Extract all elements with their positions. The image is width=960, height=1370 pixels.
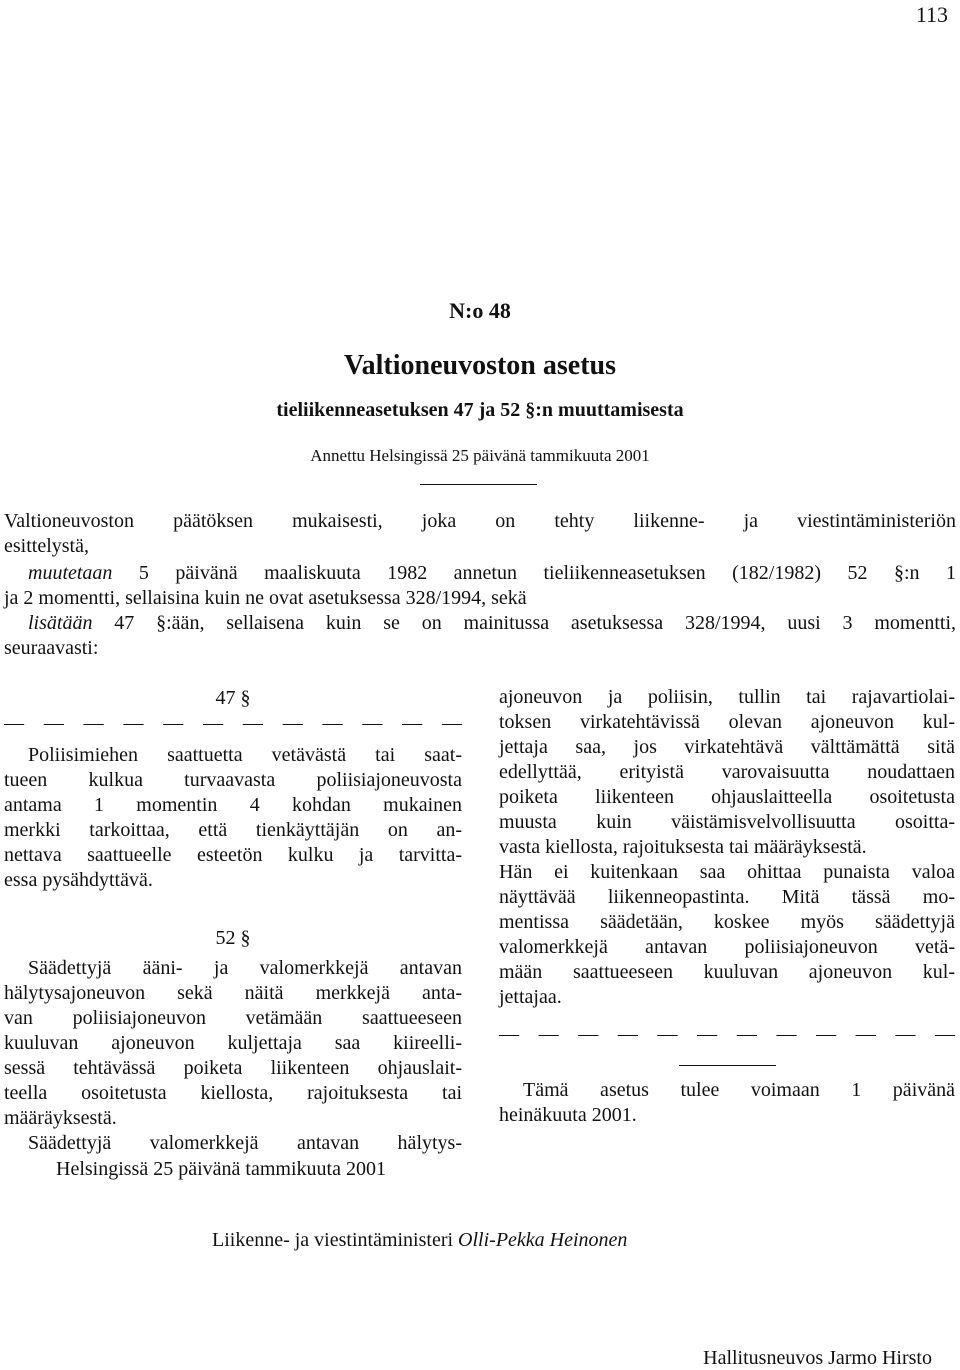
- section-52-line: van poliisiajoneuvon vetämään saattueeseen: [4, 1007, 462, 1029]
- section-52-right-line: edellyttää, erityistä varovaisuutta noudattaen: [499, 761, 955, 783]
- section-52-omission-dashes: — — — — — — — — — — — —: [499, 1023, 955, 1045]
- section-52-paragraph-1: [4, 956, 462, 1156]
- statute-number: N:o 48: [449, 298, 511, 323]
- section-52-line: hälytysajoneuvon sekä näitä merkkejä anta-: [4, 982, 462, 1004]
- section-52-line: teella osoitetusta kiellosta, rajoituksesta tai: [4, 1082, 462, 1104]
- counsellor-signature: Hallitusneuvos Jarmo Hirsto: [703, 1347, 932, 1369]
- section-47-line: antama 1 momentin 4 kohdan mukainen: [4, 794, 462, 816]
- section-52-line: Säädettyjä valomerkkejä antavan hälytys-: [28, 1132, 462, 1154]
- section-52-right-line: Hän ei kuitenkaan saa ohittaa punaista valoa: [499, 861, 955, 883]
- section-52-right-line: mentissa säädetään, koskee myös säädettyjä: [499, 911, 955, 933]
- minister-title: Liikenne- ja viestintäministeri: [212, 1229, 454, 1251]
- entry-into-force-line-1: Tämä asetus tulee voimaan 1 päivänä: [523, 1079, 955, 1101]
- section-52-right-line: ajoneuvon ja poliisin, tullin tai rajavartiolai-: [499, 686, 955, 708]
- section-47-line: Poliisimiehen saattuetta vetävästä tai saat-: [28, 744, 462, 766]
- issued-date: Annettu Helsingissä 25 päivänä tammikuuta 2001: [310, 446, 650, 465]
- add-keyword: lisätään: [28, 612, 93, 634]
- section-47-heading: 47 §: [215, 687, 251, 709]
- page-number: 113: [915, 2, 948, 27]
- section-47-line: tueen kulkua turvaavasta poliisiajoneuvosta: [4, 769, 462, 791]
- header-divider: [420, 484, 537, 485]
- document-subtitle: tieliikenneasetuksen 47 ja 52 §:n muuttamisesta: [276, 399, 684, 421]
- document-title: Valtioneuvoston asetus: [343, 350, 616, 381]
- amend-keyword: muutetaan: [28, 562, 113, 584]
- section-47-line: merkki tarkoittaa, että tienkäyttäjän on an-: [4, 819, 462, 841]
- minister-name: Olli-Pekka Heinonen: [458, 1229, 628, 1251]
- section-52-line: Säädettyjä ääni- ja valomerkkejä antavan: [28, 957, 462, 979]
- intro-line-3-text: 5 päivänä maaliskuuta 1982 annetun tieliikenneasetuksen (182/1982) 52 §:n 1: [138, 562, 956, 584]
- section-52-right-line: poiketa liikenteen ohjauslaitteella osoitetusta: [499, 786, 955, 808]
- intro-line-6: seuraavasti:: [4, 637, 99, 659]
- section-52-right-line: jettajaa.: [499, 986, 562, 1008]
- section-52-right-line: jettaja saa, jos virkatehtävä välttämättä sitä: [499, 736, 955, 758]
- left-column: [4, 685, 462, 1156]
- intro-line-1: Valtioneuvoston päätöksen mukaisesti, joka on tehty liikenne- ja viestintäministeriön: [4, 510, 956, 532]
- right-column: [499, 685, 955, 1044]
- minister-signature: [212, 1229, 627, 1252]
- section-47-omission-dashes: — — — — — — — — — — — —: [4, 712, 462, 734]
- entry-into-force: [499, 1078, 955, 1128]
- entry-into-force-line-2: heinäkuuta 2001.: [499, 1104, 637, 1126]
- body-divider: [679, 1065, 776, 1066]
- section-52-line: määräyksestä.: [4, 1107, 117, 1129]
- section-52-right-line: vasta kiellosta, rajoituksesta tai määräyksestä.: [499, 836, 867, 858]
- section-52-right-line: valomerkkejä antavan poliisiajoneuvon vetä-: [499, 936, 955, 958]
- intro-line-3: [28, 562, 956, 585]
- section-52-line: sessä tehtävässä poiketa liikenteen ohjauslait-: [4, 1057, 462, 1079]
- intro-line-2: esittelystä,: [4, 535, 89, 557]
- section-52-line: kuuluvan ajoneuvon kuljettaja saa kiireelli-: [4, 1032, 462, 1054]
- intro-line-5: [28, 612, 956, 635]
- intro-line-4: ja 2 momentti, sellaisina kuin ne ovat asetuksessa 328/1994, sekä: [4, 587, 527, 609]
- section-47-paragraph: [4, 743, 462, 893]
- section-52-right-line: mään saattueeseen kuuluvan ajoneuvon kul-: [499, 961, 955, 983]
- section-52-right-line: toksen virkatehtävissä olevan ajoneuvon kul-: [499, 711, 955, 733]
- section-47-line: essa pysähdyttävä.: [4, 869, 153, 891]
- intro-line-5-text: 47 §:ään, sellaisena kuin se on mainitussa asetuksessa 328/1994, uusi 3 momentti,: [114, 612, 957, 634]
- section-52-right-line: näyttävää liikenneopastinta. Mitä tässä mo-: [499, 886, 955, 908]
- section-52-right-line: muusta kuin väistämisvelvollisuutta osoitta-: [499, 811, 955, 833]
- place-and-date: Helsingissä 25 päivänä tammikuuta 2001: [56, 1158, 386, 1180]
- section-52-heading: 52 §: [215, 927, 251, 949]
- section-47-line: nettava saattueelle esteetön kulku ja tarvitta-: [4, 844, 462, 866]
